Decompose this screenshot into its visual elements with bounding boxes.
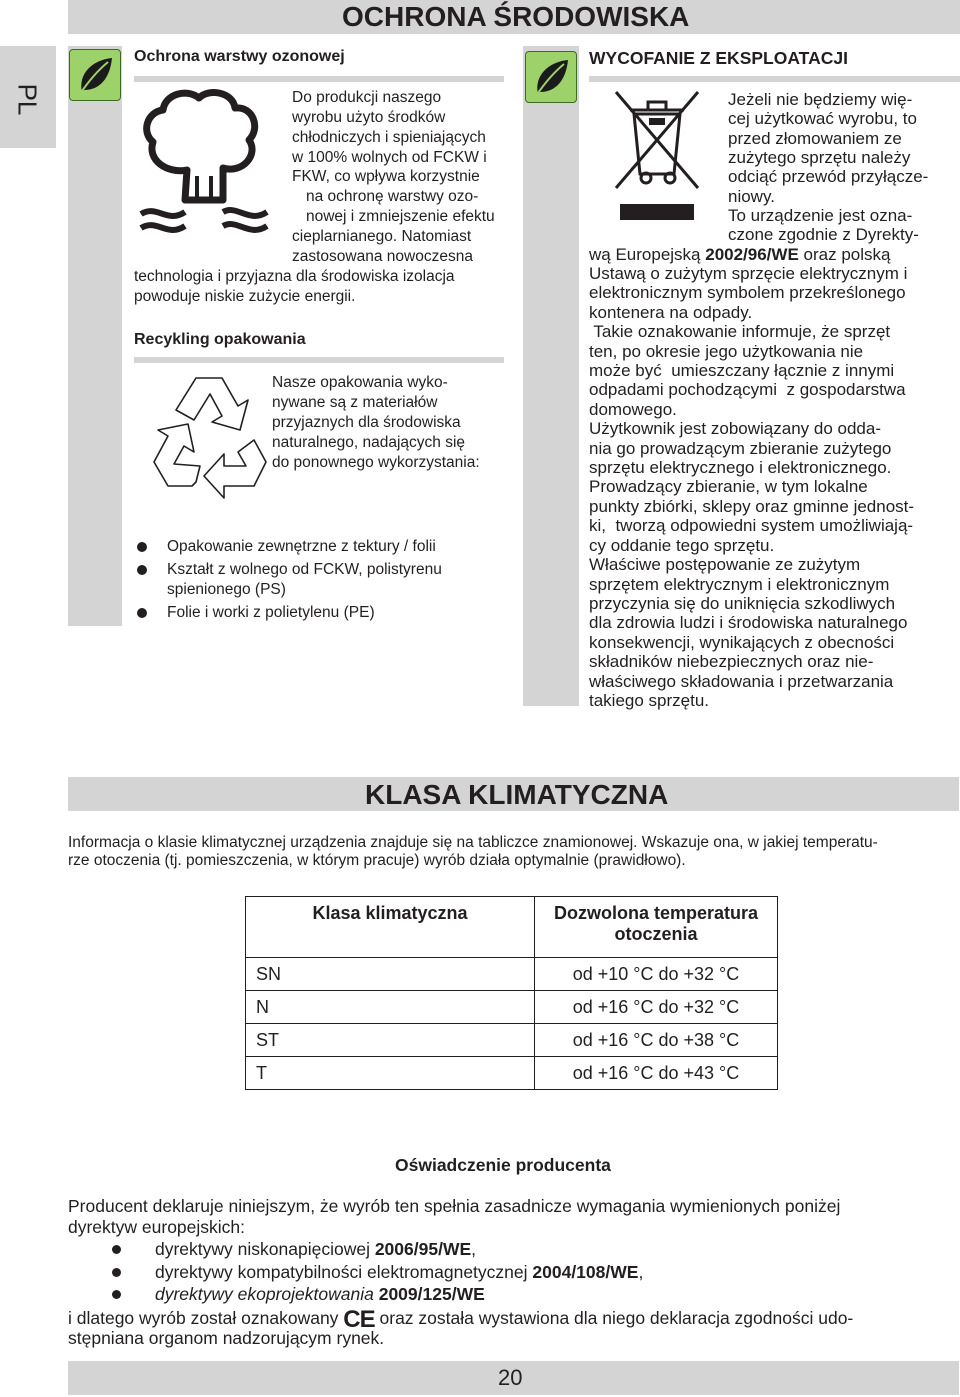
disposal-text-line: ten, po okresie jego użytkowania nie <box>589 341 864 361</box>
disposal-text-line: Właściwe postępowanie ze zużytym <box>589 555 861 575</box>
recycling-item-3: Folie i worki z polietylenu (PE) <box>167 604 375 621</box>
directive-code: 2006/95/WE <box>374 1239 472 1259</box>
directive-bullet-3 <box>112 1290 121 1299</box>
ozone-line-11: powoduje niskie zużycie energii. <box>134 288 356 305</box>
disposal-text-line: ki, tworzą odpowiedni system umożliwiają- <box>589 516 914 536</box>
directive-item-1 <box>155 1239 476 1260</box>
directive-item-2 <box>155 1262 643 1283</box>
climate-class-cell: ST <box>246 1024 535 1057</box>
ozone-underline <box>134 76 504 82</box>
closing-pre: i dlatego wyrób został oznakowany <box>68 1308 344 1328</box>
tree-water-icon <box>137 88 277 248</box>
climate-range-cell: od +10 °C do +32 °C <box>535 958 778 991</box>
recycling-item-2b: spienionego (PS) <box>167 581 286 598</box>
recycling-bullet-1 <box>137 542 147 552</box>
leaf-icon-box <box>69 49 121 101</box>
disposal-line-4: zużytego sprzętu należy <box>728 148 911 167</box>
disposal-text-line: punkty zbiórki, sklepy oraz gminne jednost- <box>589 496 915 516</box>
disposal-text-line: nia go prowadzącym zbieranie zużytego <box>589 438 892 458</box>
directive-bullet-1 <box>112 1245 121 1254</box>
disposal-text-line: odpadami pochodzącymi z gospodarstwa <box>589 380 906 400</box>
climate-range-cell: od +16 °C do +38 °C <box>535 1024 778 1057</box>
left-column-stripe <box>68 46 122 626</box>
declaration-closing-2: stępniana organom nadzorującym rynek. <box>68 1328 385 1348</box>
ozone-line-9: zastosowana nowoczesna <box>292 248 473 265</box>
table-row <box>246 1024 778 1057</box>
directive-item-3 <box>155 1284 485 1305</box>
disposal-text-line: przyczynia się do uniknięcia szkodliwych <box>589 593 896 613</box>
climate-class-cell: SN <box>246 958 535 991</box>
climate-intro-line-1: Informacja o klasie klimatycznej urządzenia znajduje się na tabliczce znamionowej. Wskazuje ona, w jakiej temperatu- <box>68 834 878 851</box>
disposal-line-9 <box>589 245 890 264</box>
leaf-icon <box>526 52 576 102</box>
closing-post: oraz została wystawiona dla niego deklaracja zgodności udo- <box>374 1308 854 1328</box>
ce-mark: CE <box>343 1306 375 1333</box>
directive-text: dyrektywy ekoprojektowania <box>155 1284 379 1304</box>
table-row <box>246 1057 778 1090</box>
recycling-line-3: przyjaznych dla środowiska <box>272 414 461 431</box>
disposal-text-line: kontenera na odpady. <box>589 302 753 322</box>
disposal-text-line: Ustawą o zużytym sprzęcie elektrycznym i <box>589 264 908 283</box>
ozone-line-1: Do produkcji naszego <box>292 89 442 106</box>
disposal-line-8: czone zgodnie z Dyrekty- <box>728 225 919 244</box>
disposal-line-7: To urządzenie jest ozna- <box>728 206 913 225</box>
disposal-text-line: sprzętu elektrycznego i elektronicznego. <box>589 458 892 478</box>
declaration-intro-2: dyrektyw europejskich: <box>68 1217 246 1237</box>
disposal-text-line: Prowadzący zbieranie, w tym lokalne <box>589 477 868 497</box>
disposal-text-line: dla zdrowia ludzi i środowiska naturalnego <box>589 613 908 633</box>
directive-code: 2004/108/WE <box>532 1262 639 1282</box>
recycling-line-4: naturalnego, nadających się <box>272 434 466 451</box>
directive-suffix: , <box>638 1262 644 1282</box>
disposal-text-line: właściwego składowania i przetwarzania <box>589 671 894 691</box>
ozone-line-10: technologia i przyjazna dla środowiska izolacja <box>134 268 455 285</box>
climate-class-cell: N <box>246 991 535 1024</box>
disposal-line-9-post: oraz polską <box>798 245 891 264</box>
declaration-intro-1: Producent deklaruje niniejszym, że wyrób ten spełnia zasadnicze wymagania wymienionych poniżej <box>68 1196 841 1216</box>
directive-suffix: , <box>471 1239 477 1259</box>
page-title: OCHRONA ŚRODOWISKA <box>342 1 690 32</box>
recycling-item-2: Kształt z wolnego od FCKW, polistyrenu <box>167 561 442 578</box>
climate-range-cell: od +16 °C do +32 °C <box>535 991 778 1024</box>
disposal-line-5: odciąć przewód przyłącze- <box>728 167 929 186</box>
disposal-text-line: Takie oznakowanie informuje, że sprzęt <box>589 322 891 342</box>
ozone-line-5: FKW, co wpływa korzystnie <box>292 168 480 185</box>
ozone-line-2: wyrobu użyto środków <box>292 109 446 126</box>
ozone-line-6: na ochronę warstwy ozo- <box>306 188 479 205</box>
climate-header-temp <box>535 897 778 958</box>
climate-class-cell: T <box>246 1057 535 1090</box>
ozone-line-7: nowej i zmniejszenie efektu <box>306 208 495 225</box>
directive-text: dyrektywy kompatybilności elektromagnetycznej <box>155 1262 533 1282</box>
disposal-underline <box>589 76 960 82</box>
table-row <box>246 991 778 1024</box>
language-tab-label: PL <box>12 83 43 116</box>
disposal-text-line: cy oddanie tego sprzętu. <box>589 535 775 555</box>
disposal-full-lines <box>589 264 914 710</box>
climate-intro-line-2: rze otoczenia (tj. pomieszczenia, w którym pracuje) wyrób działa optymalnie (prawidłowo). <box>68 852 686 869</box>
recycling-line-5: do ponownego wykorzystania: <box>272 454 480 471</box>
disposal-line-9-pre: wą Europejską <box>589 245 706 264</box>
directive-code: 2009/125/WE <box>378 1284 485 1304</box>
recycling-heading: Recykling opakowania <box>134 331 306 348</box>
climate-range-cell: od +16 °C do +43 °C <box>535 1057 778 1090</box>
right-column-stripe <box>523 46 579 706</box>
leaf-icon <box>70 50 120 100</box>
disposal-text-line: składników niebezpiecznych oraz nie- <box>589 652 874 672</box>
declaration-heading: Oświadczenie producenta <box>395 1155 611 1175</box>
disposal-text-line: może być umieszczany łącznie z innymi <box>589 361 895 381</box>
climate-header-class: Klasa klimatyczna <box>246 897 535 958</box>
climate-table-header <box>246 897 778 958</box>
recycling-bullet-2 <box>137 565 147 575</box>
disposal-text-line: sprzętem elektrycznym i elektronicznym <box>589 574 890 594</box>
climate-title: KLASA KLIMATYCZNA <box>365 779 669 810</box>
crossed-bin-icon <box>612 88 702 222</box>
recycling-line-1: Nasze opakowania wyko- <box>272 374 448 391</box>
disposal-line-3: przed złomowaniem ze <box>728 129 902 148</box>
table-row <box>246 958 778 991</box>
disposal-line-6: niowy. <box>728 187 775 206</box>
ozone-heading: Ochrona warstwy ozonowej <box>134 48 345 65</box>
page-number: 20 <box>498 1365 523 1390</box>
recycle-icon <box>150 370 270 500</box>
directive-bullet-2 <box>112 1268 121 1277</box>
recycling-item-1: Opakowanie zewnętrzne z tektury / folii <box>167 538 436 555</box>
ozone-line-8: cieplarnianego. Natomiast <box>292 228 472 245</box>
climate-table <box>245 896 778 1090</box>
disposal-line-1: Jeżeli nie będziemy wię- <box>728 90 913 109</box>
disposal-text-line: domowego. <box>589 399 677 419</box>
ozone-line-4: w 100% wolnych od FCKW i <box>292 149 487 166</box>
recycling-underline <box>134 357 504 363</box>
disposal-text-line: Użytkownik jest zobowiązany do odda- <box>589 419 881 439</box>
disposal-text-line: takiego sprzętu. <box>589 690 710 710</box>
disposal-line-2: cej użytkować wyrobu, to <box>728 109 917 128</box>
ozone-line-3: chłodniczych i spieniających <box>292 129 486 146</box>
disposal-heading: WYCOFANIE Z EKSPLOATACJI <box>589 48 848 68</box>
climate-header-temp-line2: otoczenia <box>614 924 698 944</box>
leaf-icon-box-2 <box>525 51 577 103</box>
recycling-line-2: nywane są z materiałów <box>272 394 438 411</box>
disposal-text-line: konsekwencji, wynikających z obecności <box>589 632 895 652</box>
disposal-text-line: elektronicznym symbolem przekreślonego <box>589 283 906 303</box>
directive-code-weee: 2002/96/WE <box>705 245 799 264</box>
directive-text: dyrektywy niskonapięciowej <box>155 1239 375 1259</box>
climate-header-temp-line1: Dozwolona temperatura <box>553 903 759 923</box>
recycling-bullet-3 <box>137 608 147 618</box>
